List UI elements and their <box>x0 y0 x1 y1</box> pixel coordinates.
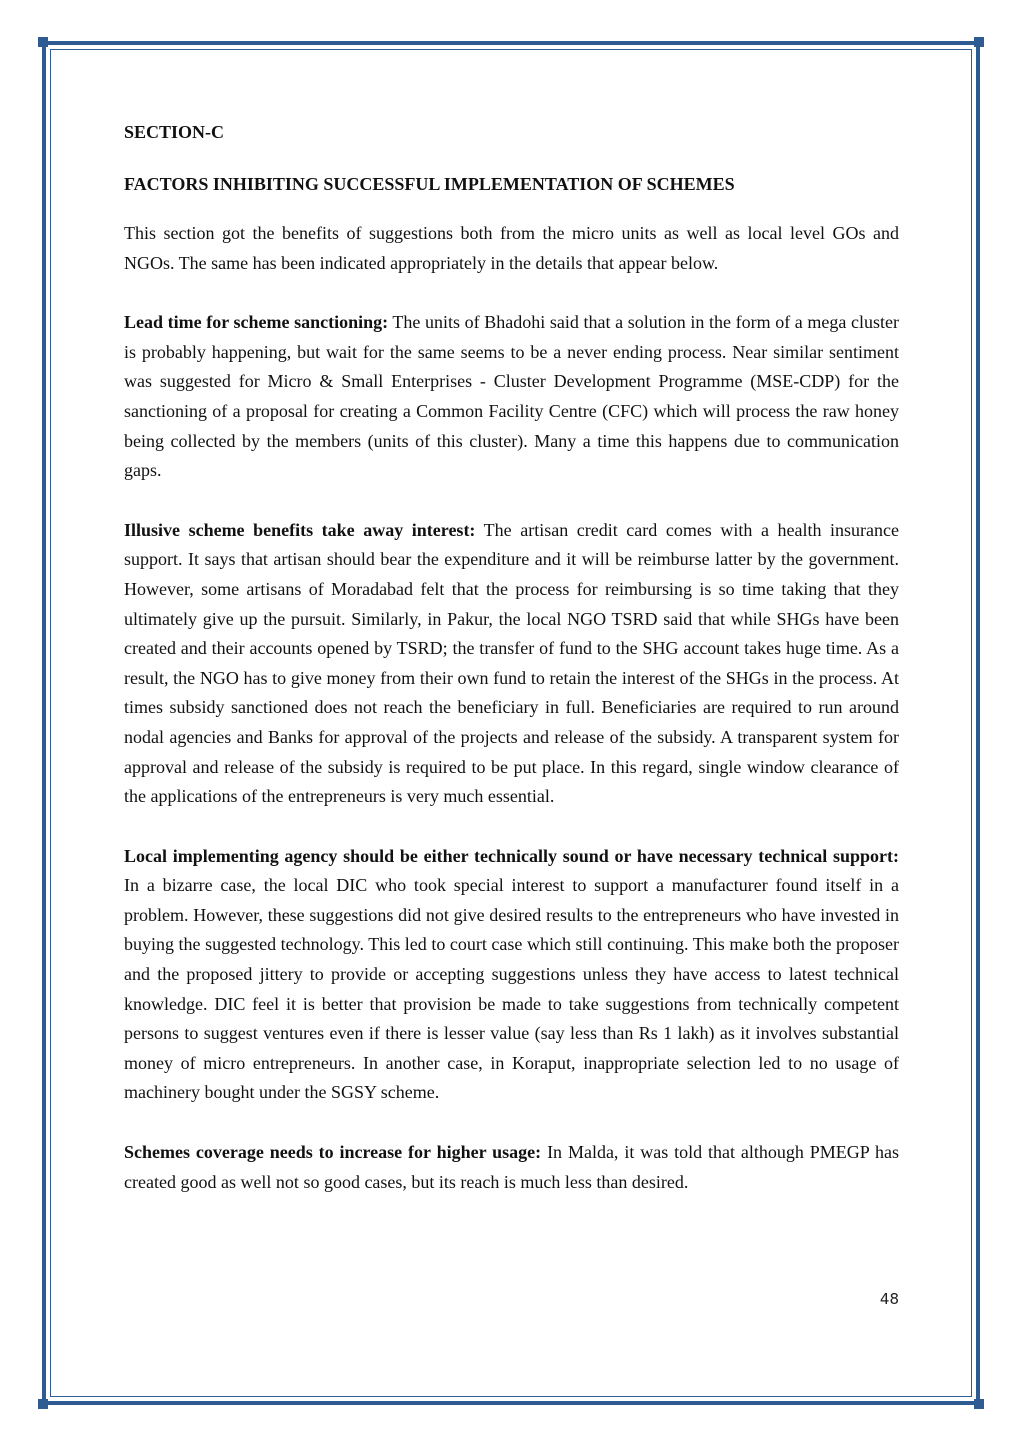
paragraph-body: In Malda, it was told that although PMEGP has created good as well not so good cases, but its reach is much less than desired. <box>124 1142 899 1192</box>
paragraph-body: The artisan credit card comes with a health insurance support. It says that artisan should bear the expenditure and it will be reimburse latter by the government. However, some artisans of Moradabad felt that the process for reimbursing is so time taking that they ultimately give up the pursuit. Similarly, in Pakur, the local NGO TSRD said that while SHGs have been created and their accounts opened by TSRD; the transfer of fund to the SHG account takes huge time. As a result, the NGO has to give money from their own fund to retain the interest of the SHGs in the process. At times subsidy sanctioned does not reach the beneficiary in full. Beneficiaries are required to run around nodal agencies and Banks for approval of the projects and release of the subsidy. A transparent system for approval and release of the subsidy is required to be put place. In this regard, single window clearance of the applications of the entrepreneurs is very much essential. <box>124 519 899 807</box>
paragraph-heading: Schemes coverage needs to increase for higher usage: <box>124 1142 542 1163</box>
paragraph-local-agency <box>124 842 899 1108</box>
document-body <box>124 120 899 1197</box>
section-label: SECTION-C <box>124 122 225 142</box>
border-corner-bottom-left <box>38 1399 48 1409</box>
page-number: 48 <box>879 1290 899 1308</box>
paragraph-schemes-coverage <box>124 1138 899 1197</box>
paragraph-body: The units of Bhadohi said that a solution in the form of a mega cluster is probably happening, but wait for the same seems to be a never ending process. Near similar sentiment was suggested for Micro & Small Enterprises - Cluster Development Programme (MSE-CDP) for the sanctioning of a proposal for creating a Common Facility Centre (CFC) which will process the raw honey being collected by the members (units of this cluster). Many a time this happens due to communication gaps. <box>124 312 900 481</box>
border-corner-top-left <box>38 37 48 47</box>
paragraph-heading: Lead time for scheme sanctioning: <box>124 312 389 333</box>
paragraph-illusive-benefits <box>124 516 899 812</box>
paragraph-lead-time <box>124 308 899 486</box>
border-corner-top-right <box>974 37 984 47</box>
paragraph-heading: Illusive scheme benefits take away interest: <box>124 519 476 540</box>
section-title: FACTORS INHIBITING SUCCESSFUL IMPLEMENTATION OF SCHEMES <box>124 174 735 194</box>
intro-paragraph: This section got the benefits of suggestions both from the micro units as well as local level GOs and NGOs. The same has been indicated appropriately in the details that appear below. <box>124 223 899 273</box>
border-corner-bottom-right <box>974 1399 984 1409</box>
paragraph-heading: Local implementing agency should be either technically sound or have necessary technical support: <box>124 845 899 866</box>
paragraph-body: In a bizarre case, the local DIC who took special interest to support a manufacturer found itself in a problem. However, these suggestions did not give desired results to the entrepreneurs who have invested in buying the suggested technology. This led to court case which still continuing. This make both the proposer and the proposed jittery to provide or accepting suggestions unless they have access to latest technical knowledge. DIC feel it is better that provision be made to take suggestions from technically competent persons to suggest ventures even if there is lesser value (say less than Rs 1 lakh) as it involves substantial money of micro entrepreneurs. In another case, in Koraput, inappropriate selection led to no usage of machinery bought under the SGSY scheme. <box>124 875 899 1103</box>
